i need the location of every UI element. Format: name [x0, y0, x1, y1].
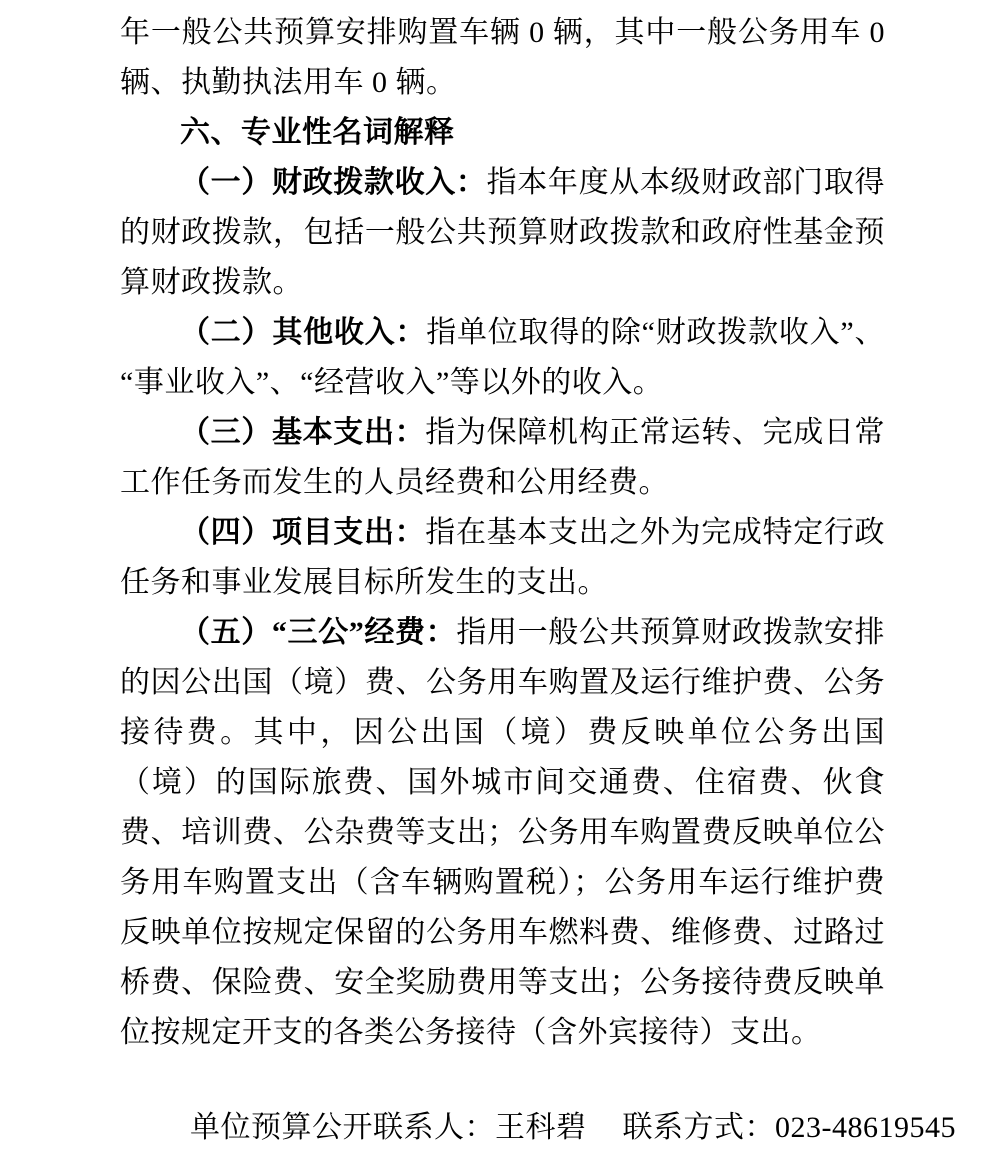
contact-label: 单位预算公开联系人： — [190, 1111, 495, 1144]
contact-line — [120, 1103, 956, 1153]
term-lead-5: （五）“三公”经费： — [180, 616, 457, 649]
term-lead-2: （二）其他收入： — [180, 316, 427, 349]
term-lead-1: （一）财政拨款收入： — [180, 166, 487, 199]
section-heading: 六、专业性名词解释 — [180, 116, 455, 149]
term-body-4: 指在基本支出之外为完成特定行政任务和事业发展目标所发生的支出。 — [120, 516, 886, 599]
term-paragraph-1 — [120, 158, 885, 308]
intro-paragraph: 年一般公共预算安排购置车辆 0 辆，其中一般公务用车 0 辆、执勤执法用车 0 辆。 — [120, 16, 885, 99]
term-body-3: 指为保障机构正常运转、完成日常工作任务而发生的人员经费和公用经费。 — [120, 416, 886, 499]
phone-number: 023-48619545 — [775, 1111, 956, 1144]
term-body-1: 指本年度从本级财政部门取得的财政拨款，包括一般公共预算财政拨款和政府性基金预算财政拨款。 — [120, 166, 886, 299]
term-lead-3: （三）基本支出： — [180, 416, 426, 449]
term-paragraph-3 — [120, 408, 885, 508]
contact-name: 王科碧 — [495, 1111, 587, 1144]
phone-label: 联系方式： — [622, 1111, 775, 1144]
term-paragraph-2 — [120, 308, 885, 408]
term-body-2: 指单位取得的除“财政拨款收入”、“事业收入”、“经营收入”等以外的收入。 — [120, 316, 885, 399]
term-lead-4: （四）项目支出： — [180, 516, 426, 549]
term-paragraph-4 — [120, 508, 885, 608]
term-paragraph-5 — [120, 608, 885, 1058]
term-body-5: 指用一般公共预算财政拨款安排的因公出国（境）费、公务用车购置及运行维护费、公务接待费。其中，因公出国（境）费反映单位公务出国（境）的国际旅费、国外城市间交通费、住宿费、伙食费、培训费、公杂费等支出；公务用车购置费反映单位公务用车购置支出（含车辆购置税）；公务用车运行维护费反映单位按规定保留的公务用车燃料费、维修费、过路过桥费、保险费、安全奖励费用等支出；公务接待费反映单位按规定开支的各类公务接待（含外宾接待）支出。 — [120, 616, 886, 1049]
